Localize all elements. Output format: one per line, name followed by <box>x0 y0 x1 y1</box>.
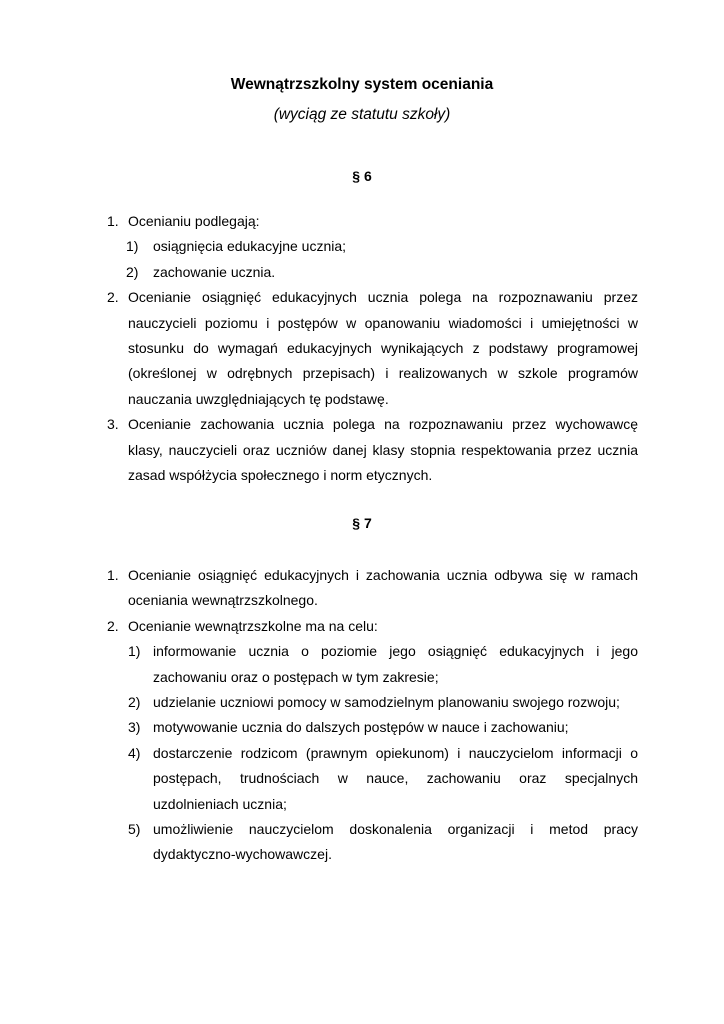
document-subtitle: (wyciąg ze statutu szkoły) <box>273 106 451 123</box>
item-number: 2. <box>107 617 119 634</box>
item-number: 1. <box>107 567 119 583</box>
item-number: 1. <box>107 213 119 229</box>
item-text: Ocenianie wewnątrzszkolne ma na celu: <box>128 617 378 634</box>
item-number: 1) <box>126 238 139 255</box>
item-text: dostarczenie rodzicom (prawnym opiekunom) i nauczycielom informacji o postępach, trudnościach w nauce, zachowaniu oraz specjalnych uzdolnieniach ucznia; <box>153 744 638 812</box>
item-text: Ocenianie osiągnięć edukacyjnych i zachowania ucznia odbywa się w ramach oceniania wewnątrzszkolnego. <box>128 567 638 609</box>
item-text: udzielanie uczniowi pomocy w samodzielnym planowaniu swojego rozwoju; <box>153 694 620 711</box>
list-item <box>107 285 638 412</box>
sub-list-item <box>107 817 638 868</box>
section-7-heading: § 7 <box>352 515 372 531</box>
list-item <box>107 209 638 234</box>
sub-list-item <box>107 234 638 259</box>
item-number: 5) <box>128 821 141 838</box>
document-title: Wewnątrzszkolny system oceniania <box>230 76 494 93</box>
item-number: 2) <box>128 694 141 711</box>
sub-list-item <box>107 690 638 715</box>
item-text: Ocenianie osiągnięć edukacyjnych ucznia polega na rozpoznawaniu przez nauczycieli poziomu i postępów w opanowaniu wiadomości i umiejętności w stosunku do wymagań edukacyjnych wynikających z podstawy programowej (określonej w odrębnych przepisach) i realizowanych w szkole programów nauczania uwzględniających tę podstawę. <box>128 289 638 407</box>
item-number: 1) <box>128 643 141 660</box>
sub-list-item <box>107 639 638 690</box>
section-7-list <box>107 563 638 868</box>
item-number: 4) <box>128 744 141 761</box>
item-text: osiągnięcia edukacyjne ucznia; <box>153 238 347 255</box>
section-6-list <box>107 209 638 488</box>
sub-list-item <box>107 741 638 817</box>
section-6-heading: § 6 <box>352 168 372 184</box>
item-text: Ocenianiu podlegają: <box>128 213 260 229</box>
item-text: zachowanie ucznia. <box>153 263 276 280</box>
item-number: 3) <box>128 719 141 736</box>
item-text: umożliwienie nauczycielom doskonalenia organizacji i metod pracy dydaktyczno-wychowawczej. <box>153 821 638 863</box>
list-item <box>107 563 638 614</box>
item-text: informowanie ucznia o poziomie jego osiągnięć edukacyjnych i jego zachowaniu oraz o postępach w tym zakresie; <box>153 643 638 685</box>
item-number: 2) <box>126 263 139 280</box>
item-text: motywowanie ucznia do dalszych postępów w nauce i zachowaniu; <box>153 719 569 736</box>
item-number: 2. <box>107 289 119 306</box>
sub-list-item <box>107 260 638 285</box>
item-number: 3. <box>107 416 119 433</box>
list-item <box>107 614 638 639</box>
list-item <box>107 412 638 488</box>
item-text: Ocenianie zachowania ucznia polega na rozpoznawaniu przez wychowawcę klasy, nauczycieli oraz uczniów danej klasy stopnia respektowania przez ucznia zasad współżycia społecznego i norm etycznych. <box>128 416 638 484</box>
sub-list-item <box>107 715 638 740</box>
